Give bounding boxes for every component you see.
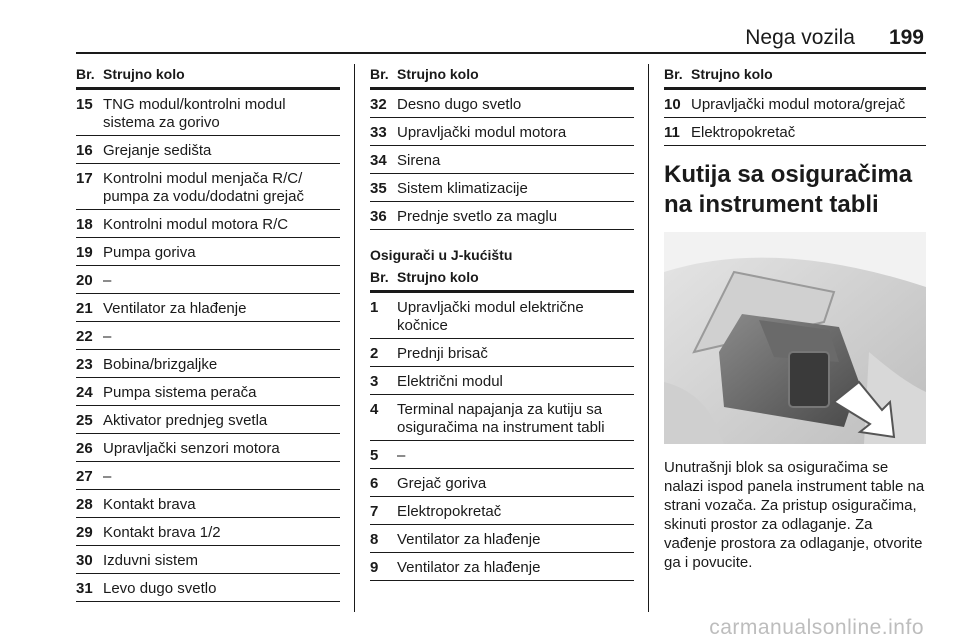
- fuse-number: 20: [76, 272, 93, 289]
- circuit-description: Izduvni sistem: [103, 552, 199, 569]
- circuit-description: Upravljački modul motora/grejač: [691, 96, 906, 113]
- table-row: [76, 546, 340, 574]
- table-row: [370, 395, 634, 441]
- table-row: [76, 322, 340, 350]
- table-row: [370, 497, 634, 525]
- fuse-number: 5: [370, 447, 379, 464]
- header-circuit: Strujno kolo: [397, 269, 479, 285]
- watermark: carmanualsonline.info: [709, 616, 924, 639]
- table-row: [76, 462, 340, 490]
- fuse-table-3: [370, 293, 634, 581]
- circuit-description: Elektropokretač: [397, 503, 502, 520]
- fuse-number: 17: [76, 170, 93, 187]
- table-row: [76, 518, 340, 546]
- fuse-number: 21: [76, 300, 93, 317]
- table-header: [664, 66, 926, 90]
- table-row: [370, 339, 634, 367]
- table-row: [76, 90, 340, 136]
- fuse-number: 23: [76, 356, 93, 373]
- circuit-description: Sirena: [397, 152, 441, 169]
- circuit-description: Levo dugo svetlo: [103, 580, 217, 597]
- circuit-description: Bobina/brizgaljke: [103, 356, 218, 373]
- header-rule: [76, 52, 926, 54]
- fuse-table-1: [76, 90, 340, 602]
- table-row: [76, 350, 340, 378]
- column-divider-2: [648, 64, 649, 612]
- column-2: [370, 66, 634, 581]
- circuit-description: Upravljački senzori motora: [103, 440, 280, 457]
- circuit-description: Električni modul: [397, 373, 503, 390]
- fuse-table-2: [370, 90, 634, 230]
- fuse-number: 27: [76, 468, 93, 485]
- column-divider-1: [354, 64, 355, 612]
- table-row: [370, 367, 634, 395]
- circuit-description: Desno dugo svetlo: [397, 96, 522, 113]
- table-row: [76, 294, 340, 322]
- table-row: [76, 266, 340, 294]
- fuse-box-photo: [664, 232, 926, 444]
- table-row: [664, 90, 926, 118]
- body-paragraph: Unutrašnji blok sa osiguračima se nalazi ispod panela instrument table na strani vozača. Za pristup osiguračima, skinuti prostor za odlaganje. Za vađenje prostora za odlaganje, otvorite ga i povucite.: [664, 459, 925, 571]
- circuit-description: Ventilator za hlađenje: [397, 531, 541, 548]
- column-3: [664, 66, 926, 572]
- circuit-description: Upravljački modul motora: [397, 124, 567, 141]
- table-row: [664, 118, 926, 146]
- circuit-description: Ventilator za hlađenje: [397, 559, 541, 576]
- fuse-number: 33: [370, 124, 387, 141]
- fuse-number: 1: [370, 299, 379, 316]
- circuit-description: Prednje svetlo za maglu: [397, 208, 558, 225]
- column-1: [76, 66, 340, 602]
- fuse-number: 28: [76, 496, 93, 513]
- fuse-number: 22: [76, 328, 93, 345]
- circuit-description: Kontrolni modul motora R/C: [103, 216, 289, 233]
- table-row: [370, 90, 634, 118]
- table-row: [76, 238, 340, 266]
- fuse-number: 11: [664, 124, 680, 141]
- table-row: [370, 146, 634, 174]
- circuit-description: Grejač goriva: [397, 475, 487, 492]
- header-no: Br.: [664, 66, 683, 82]
- table-header: [76, 66, 340, 90]
- circuit-description: Prednji brisač: [397, 345, 488, 362]
- circuit-description: –: [103, 468, 112, 485]
- table-row: [76, 490, 340, 518]
- circuit-description: Ventilator za hlađenje: [103, 300, 247, 317]
- fuse-number: 32: [370, 96, 387, 113]
- circuit-description: –: [397, 447, 406, 464]
- circuit-description: Pumpa goriva: [103, 244, 196, 261]
- fuse-number: 7: [370, 503, 379, 520]
- table-row: [370, 441, 634, 469]
- fuse-number: 18: [76, 216, 93, 233]
- table-row: [76, 136, 340, 164]
- table-header: [370, 66, 634, 90]
- header-no: Br.: [76, 66, 95, 82]
- circuit-description: Kontakt brava 1/2: [103, 524, 221, 541]
- fuse-number: 8: [370, 531, 379, 548]
- fuse-number: 2: [370, 345, 379, 362]
- page-number: 199: [888, 26, 924, 49]
- circuit-description: Kontrolni modul menjača R/C/ pumpa za vodu/dodatni grejač: [103, 170, 304, 205]
- circuit-description: –: [103, 328, 112, 345]
- fuse-number: 36: [370, 208, 387, 225]
- table-row: [370, 469, 634, 497]
- table-row: [370, 293, 634, 339]
- circuit-description: –: [103, 272, 112, 289]
- circuit-description: Kontakt brava: [103, 496, 196, 513]
- circuit-description: Grejanje sedišta: [103, 142, 212, 159]
- fuse-number: 29: [76, 524, 93, 541]
- fuse-number: 4: [370, 401, 379, 418]
- circuit-description: Aktivator prednjeg svetla: [103, 412, 268, 429]
- fuse-number: 34: [370, 152, 387, 169]
- table-row: [370, 525, 634, 553]
- table-row: [76, 164, 340, 210]
- jbox-heading: Osigurači u J-kućištu: [370, 247, 513, 263]
- table-row: [370, 118, 634, 146]
- circuit-description: Upravljački modul električne kočnice: [397, 299, 584, 334]
- fuse-box-illustration: [664, 232, 926, 444]
- table-row: [76, 574, 340, 602]
- table-row: [76, 210, 340, 238]
- fuse-number: 30: [76, 552, 93, 569]
- fuse-table-4: [664, 90, 926, 146]
- table-header: [370, 269, 634, 293]
- table-row: [76, 434, 340, 462]
- header-circuit: Strujno kolo: [103, 66, 185, 82]
- fuse-number: 31: [76, 580, 93, 597]
- header-no: Br.: [370, 269, 389, 285]
- fuse-number: 35: [370, 180, 387, 197]
- page-header: [745, 26, 924, 50]
- circuit-description: Terminal napajanja za kutiju sa osiguračima na instrument tabli: [397, 401, 605, 436]
- fuse-number: 6: [370, 475, 379, 492]
- circuit-description: Sistem klimatizacije: [397, 180, 528, 197]
- section-name: Nega vozila: [745, 26, 855, 49]
- fuse-number: 15: [76, 96, 93, 113]
- header-circuit: Strujno kolo: [691, 66, 773, 82]
- header-circuit: Strujno kolo: [397, 66, 479, 82]
- table-row: [370, 174, 634, 202]
- header-no: Br.: [370, 66, 389, 82]
- table-row: [370, 553, 634, 581]
- fuse-number: 10: [664, 96, 681, 113]
- table-row: [76, 378, 340, 406]
- fuse-number: 3: [370, 373, 379, 390]
- table-row: [370, 202, 634, 230]
- circuit-description: Pumpa sistema perača: [103, 384, 257, 401]
- table-row: [76, 406, 340, 434]
- fuse-number: 26: [76, 440, 93, 457]
- fuse-number: 9: [370, 559, 379, 576]
- fuse-number: 16: [76, 142, 93, 159]
- section-title: Kutija sa osiguračima na instrument tabli: [664, 161, 913, 218]
- fuse-number: 25: [76, 412, 93, 429]
- circuit-description: Elektropokretač: [691, 124, 796, 141]
- fuse-number: 24: [76, 384, 93, 401]
- circuit-description: TNG modul/kontrolni modul sistema za gorivo: [103, 96, 286, 131]
- fuse-number: 19: [76, 244, 93, 261]
